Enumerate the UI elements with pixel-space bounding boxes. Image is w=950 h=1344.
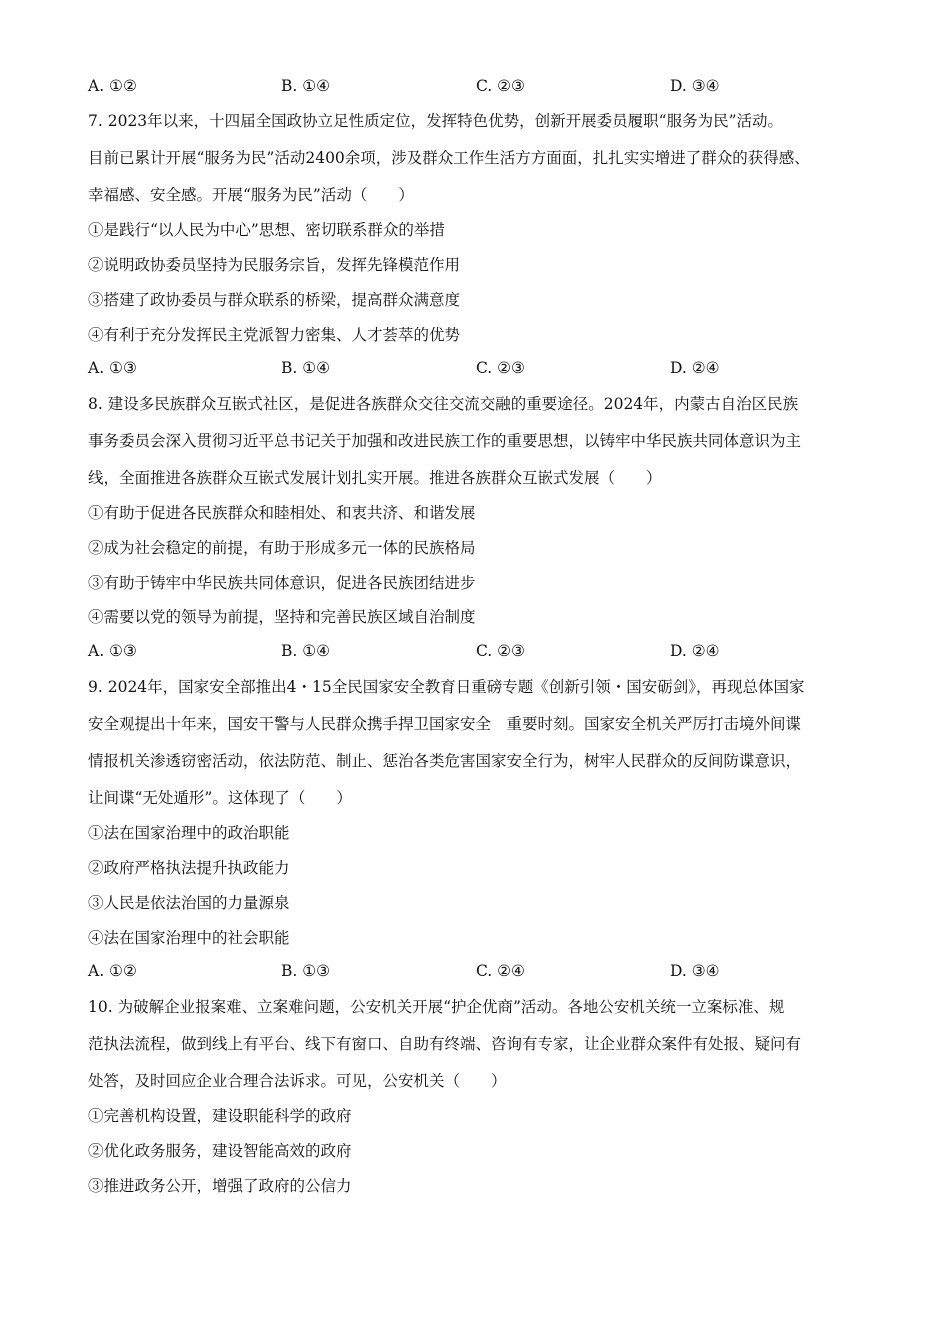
q8-option-a: A. ①③ xyxy=(88,642,137,660)
q8-statement-4: ④需要以党的领导为前提，坚持和完善民族区域自治制度 xyxy=(88,608,476,626)
q7-stem-line-2: 目前已累计开展“服务为民”活动2400余项，涉及群众工作生活方方面面，扎扎实实增进了群众的获得感、 xyxy=(88,149,810,167)
q9-option-c: C. ②④ xyxy=(476,962,525,980)
q10-statement-1: ①完善机构设置，建设职能科学的政府 xyxy=(88,1107,352,1125)
q7-options xyxy=(88,358,888,378)
q8-option-b: B. ①④ xyxy=(281,642,331,660)
q10-stem-line-1: 10. 为破解企业报案难、立案难问题，公安机关开展“护企优商”活动。各地公安机关统一立案标准、规 xyxy=(88,998,785,1016)
q7-statement-3: ③搭建了政协委员与群众联系的桥梁，提高群众满意度 xyxy=(88,291,461,309)
q8-statement-2: ②成为社会稳定的前提，有助于形成多元一体的民族格局 xyxy=(88,539,476,557)
q9-stem-line-3: 情报机关渗透窃密活动，依法防范、制止、惩治各类危害国家安全行为，树牢人民群众的反间防谍意识， xyxy=(88,752,802,770)
q7-statement-1: ①是践行“以人民为中心”思想、密切联系群众的举措 xyxy=(88,221,445,239)
q6-option-d: D. ③④ xyxy=(670,77,720,95)
q7-stem-line-3: 幸福感、安全感。开展“服务为民”活动（ ） xyxy=(88,186,414,204)
q9-options xyxy=(88,961,888,981)
q9-statement-2: ②政府严格执法提升执政能力 xyxy=(88,859,290,877)
q6-option-c: C. ②③ xyxy=(476,77,525,95)
q8-statement-3: ③有助于铸牢中华民族共同体意识，促进各民族团结进步 xyxy=(88,574,476,592)
q7-stem-line-1: 7. 2023年以来，十四届全国政协立足性质定位，发挥特色优势，创新开展委员履职“服务为民”活动。 xyxy=(88,112,784,130)
q10-stem-line-2: 范执法流程，做到线上有平台、线下有窗口、自助有终端、咨询有专家，让企业群众案件有处报、疑问有 xyxy=(88,1035,802,1053)
q9-option-b: B. ①③ xyxy=(281,962,331,980)
q9-statement-4: ④法在国家治理中的社会职能 xyxy=(88,929,290,947)
q9-statement-3: ③人民是依法治国的力量源泉 xyxy=(88,894,290,912)
q7-option-a: A. ①③ xyxy=(88,359,137,377)
q8-stem-line-3: 线，全面推进各族群众互嵌式发展计划扎实开展。推进各族群众互嵌式发展（ ） xyxy=(88,469,662,487)
q10-statement-2: ②优化政务服务，建设智能高效的政府 xyxy=(88,1142,352,1160)
q8-option-d: D. ②④ xyxy=(670,642,720,660)
q8-options xyxy=(88,641,888,661)
q7-option-c: C. ②③ xyxy=(476,359,525,377)
q9-option-d: D. ③④ xyxy=(670,962,720,980)
q7-option-d: D. ②④ xyxy=(670,359,720,377)
q7-option-b: B. ①④ xyxy=(281,359,331,377)
q10-statement-3: ③推进政务公开，增强了政府的公信力 xyxy=(88,1177,352,1195)
q6-option-a: A. ①② xyxy=(88,77,137,95)
q9-stem-line-2: 安全观提出十年来，国安干警与人民群众携手捍卫国家安全 重要时刻。国家安全机关严厉打击境外间谍 xyxy=(88,715,802,733)
q8-stem-line-2: 事务委员会深入贯彻习近平总书记关于加强和改进民族工作的重要思想，以铸牢中华民族共同体意识为主 xyxy=(88,432,802,450)
q7-statement-4: ④有利于充分发挥民主党派智力密集、人才荟萃的优势 xyxy=(88,326,461,344)
q9-stem-line-4: 让间谍“无处遁形”。这体现了（ ） xyxy=(88,789,352,807)
q8-option-c: C. ②③ xyxy=(476,642,525,660)
q10-stem-line-3: 处答，及时回应企业合理合法诉求。可见，公安机关（ ） xyxy=(88,1072,507,1090)
q8-stem-line-1: 8. 建设多民族群众互嵌式社区，是促进各族群众交往交流交融的重要途径。2024年，内蒙古自治区民族 xyxy=(88,395,799,413)
q8-statement-1: ①有助于促进各民族群众和睦相处、和衷共济、和谐发展 xyxy=(88,504,476,522)
q6-option-b: B. ①④ xyxy=(281,77,331,95)
q9-stem-line-1: 9. 2024年，国家安全部推出4・15全民国家安全教育日重磅专题《创新引领・国安砺剑》，再现总体国家 xyxy=(88,678,805,696)
q9-option-a: A. ①② xyxy=(88,962,137,980)
q9-statement-1: ①法在国家治理中的政治职能 xyxy=(88,824,290,842)
q6-options xyxy=(88,76,888,96)
q7-statement-2: ②说明政协委员坚持为民服务宗旨，发挥先锋模范作用 xyxy=(88,256,461,274)
